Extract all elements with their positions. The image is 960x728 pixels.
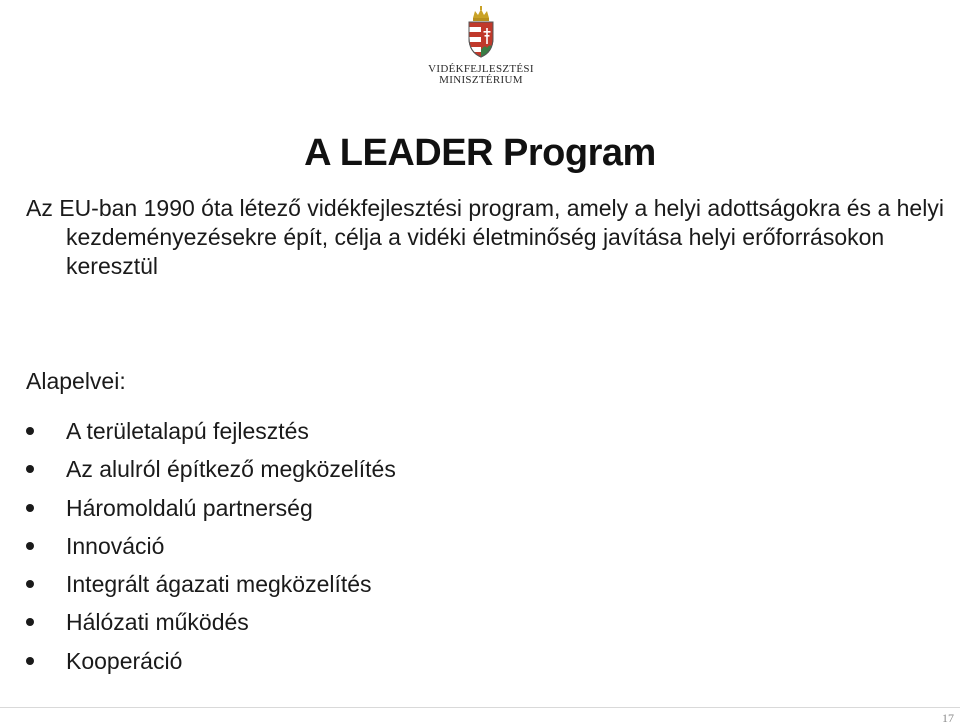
bullet-icon — [26, 427, 34, 435]
list-item — [26, 603, 396, 641]
list-item — [26, 489, 396, 527]
slide-title: A LEADER Program — [304, 132, 656, 174]
intro-paragraph: Az EU-ban 1990 óta létező vidékfejlesztési program, amely a helyi adottságokra és a helyi kezdeményezésekre épít, célja a vidéki életminőség javítása helyi erőforrásokon keresztül — [26, 195, 944, 279]
bullet-icon — [26, 580, 34, 588]
bullet-icon — [26, 504, 34, 512]
hungarian-crest-icon — [464, 6, 498, 58]
principles-list — [26, 412, 396, 680]
list-item — [26, 642, 396, 680]
list-item-text: Háromoldalú partnerség — [66, 494, 313, 521]
page-number: 17 — [942, 711, 954, 725]
bullet-icon — [26, 465, 34, 473]
logo-text-line2: MINISZTÉRIUM — [439, 74, 523, 86]
bullet-icon — [26, 618, 34, 626]
list-item-text: Kooperáció — [66, 647, 183, 674]
principles-heading: Alapelvei: — [26, 368, 126, 394]
list-item-text: Integrált ágazati megközelítés — [66, 571, 372, 598]
list-item-text: Innováció — [66, 532, 165, 559]
footer-divider — [0, 707, 960, 708]
list-item-text: A területalapú fejlesztés — [66, 418, 309, 444]
list-item-text: Hálózati működés — [66, 609, 249, 636]
list-item — [26, 565, 396, 603]
list-item — [26, 527, 396, 565]
list-item — [26, 450, 396, 488]
logo-text-line1: VIDÉKFEJLESZTÉSI — [428, 63, 534, 75]
bullet-icon — [26, 542, 34, 550]
ministry-logo — [426, 6, 536, 98]
list-item — [26, 412, 396, 450]
list-item-text: Az alulról építkező megközelítés — [66, 456, 396, 483]
bullet-icon — [26, 657, 34, 665]
